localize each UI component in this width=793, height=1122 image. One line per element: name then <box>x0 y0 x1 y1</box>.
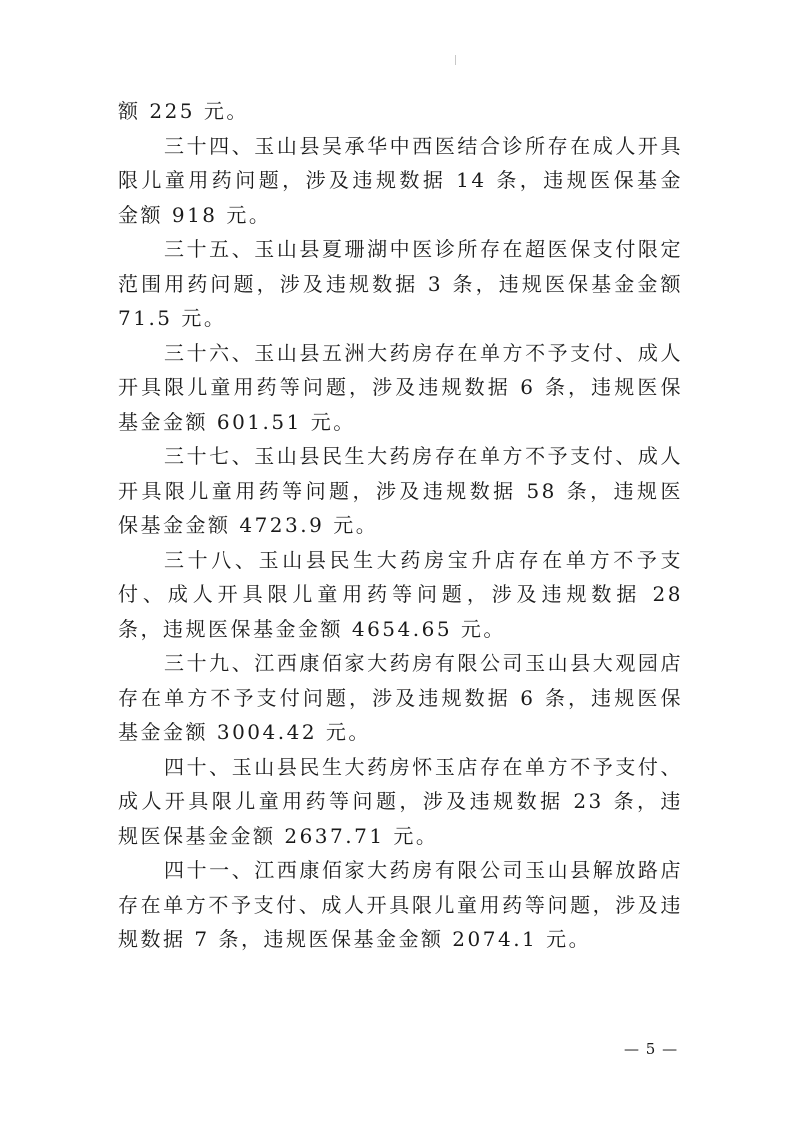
document-body <box>118 94 683 957</box>
page-number: — 5 — <box>624 1040 679 1058</box>
paragraph-item-36: 三十六、玉山县五洲大药房存在单方不予支付、成人开具限儿童用药等问题，涉及违规数据 6 条，违规医保基金金额 601.51 元。 <box>118 340 683 434</box>
scan-mark <box>455 55 456 65</box>
paragraph-item-38: 三十八、玉山县民生大药房宝升店存在单方不予支付、成人开具限儿童用药等问题，涉及违规数据 28 条，违规医保基金金额 4654.65 元。 <box>118 547 683 641</box>
paragraph-item-40: 四十、玉山县民生大药房怀玉店存在单方不予支付、成人开具限儿童用药等问题，涉及违规数据 23 条，违规医保基金金额 2637.71 元。 <box>118 754 683 848</box>
paragraph-item-37: 三十七、玉山县民生大药房存在单方不予支付、成人开具限儿童用药等问题，涉及违规数据 58 条，违规医保基金金额 4723.9 元。 <box>118 444 683 537</box>
paragraph-item-34: 三十四、玉山县吴承华中西医结合诊所存在成人开具限儿童用药问题，涉及违规数据 14 条，违规医保基金金额 918 元。 <box>118 133 683 227</box>
paragraph-continuation: 额 225 元。 <box>118 99 249 123</box>
paragraph-item-39: 三十九、江西康佰家大药房有限公司玉山县大观园店存在单方不予支付问题，涉及违规数据 6 条，违规医保基金金额 3004.42 元。 <box>118 651 683 744</box>
paragraph-item-41: 四十一、江西康佰家大药房有限公司玉山县解放路店存在单方不予支付、成人开具限儿童用药等问题，涉及违规数据 7 条，违规医保基金金额 2074.1 元。 <box>118 858 683 951</box>
paragraph-item-35: 三十五、玉山县夏珊湖中医诊所存在超医保支付限定范围用药问题，涉及违规数据 3 条，违规医保基金金额 71.5 元。 <box>118 237 683 330</box>
